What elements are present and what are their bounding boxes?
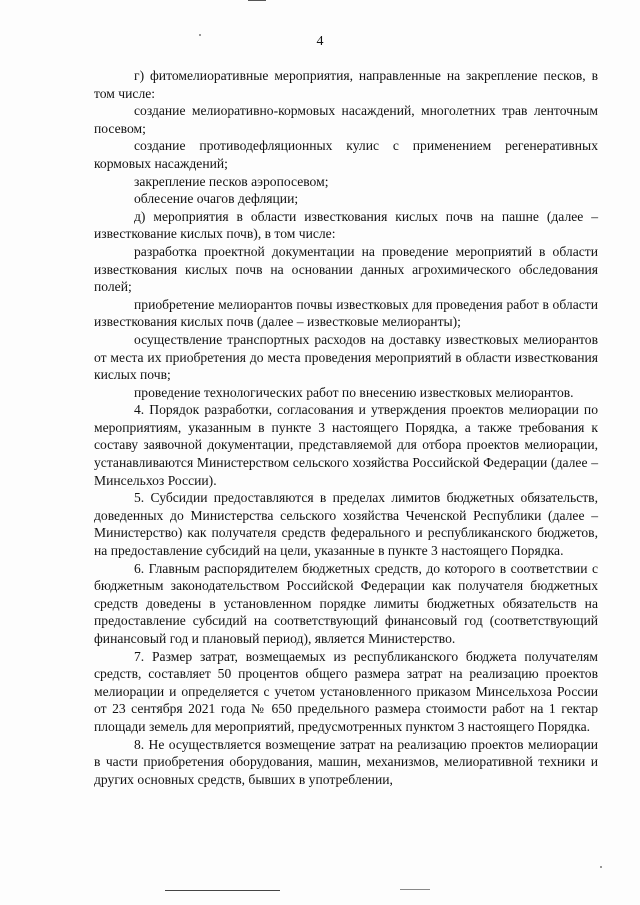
paragraph: д) мероприятия в области известкования кислых почв на пашне (далее – известкование кислых почв), в том числе: xyxy=(94,208,598,242)
paragraph: создание мелиоративно-кормовых насаждений, многолетних трав ленточным посевом; xyxy=(94,103,598,136)
document-body xyxy=(94,67,598,788)
paragraph: 6. Главным распорядителем бюджетных средств, до которого в соответствии с бюджетным законодательством Российской Федерации как получателя бюджетных средств доведены в установленном порядке лимиты бюджетных обязательств на предоставление субсидий на соответствующий финансовый год (соответствующий финансовый год и плановый период), является Министерство. xyxy=(94,560,598,646)
paragraph: приобретение мелиорантов почвы известковых для проведения работ в области известкования кислых почв (далее – известковые мелиоранты); xyxy=(94,296,598,330)
scan-speck xyxy=(600,866,602,868)
paragraph: закрепление песков аэропосевом; xyxy=(134,173,329,189)
page-number: 4 xyxy=(316,34,324,49)
paragraph: разработка проектной документации на проведение мероприятий в области известкования кислых почв на основании данных агрохимического обследования полей; xyxy=(94,243,598,295)
paragraph: проведение технологических работ по внесению известковых мелиорантов. xyxy=(134,384,574,400)
paragraph: г) фитомелиоративные мероприятия, направленные на закрепление песков, в том числе: xyxy=(94,68,598,101)
scan-mark xyxy=(248,0,266,4)
scan-line xyxy=(165,890,280,891)
scan-line xyxy=(400,889,430,890)
paragraph: 5. Субсидии предоставляются в пределах лимитов бюджетных обязательств, доведенных до Министерства сельского хозяйства Чеченской Республики (далее – Министерство) как получателя средств федерального и республиканского бюджетов, на предоставление субсидий на цели, указанные в пункте 3 настоящего Порядка. xyxy=(94,490,598,559)
paragraph: облесение очагов дефляции; xyxy=(134,191,299,207)
paragraph: 8. Не осуществляется возмещение затрат на реализацию проектов мелиорации в части приобретения оборудования, машин, механизмов, мелиоративной техники и других основных средств, бывших в употреблении, xyxy=(94,736,598,787)
paragraph: создание противодефляционных кулис с применением регенеративных кормовых насаждений; xyxy=(94,138,598,171)
paragraph: 4. Порядок разработки, согласования и утверждения проектов мелиорации по мероприятиям, указанным в пункте 3 настоящего Порядка, а также требования к составу заявочной документации, представляемой для отбора проектов мелиорации, устанавливаются Министерством сельского хозяйства Российской Федерации (далее – Минсельхоз России). xyxy=(94,402,598,488)
paragraph: осуществление транспортных расходов на доставку известковых мелиорантов от места их приобретения до места проведения мероприятий в области известкования кислых почв; xyxy=(94,331,598,383)
paragraph: 7. Размер затрат, возмещаемых из республиканского бюджета получателям средств, составляет 50 процентов общего размера затрат на реализацию проектов мелиорации и определяется с учетом установленного приказом Минсельхоза России от 23 сентября 2021 года № 650 предельного размера стоимости работ на 1 гектар площади земель для мероприятий, предусмотренных пунктом 3 настоящего Порядка. xyxy=(94,648,598,734)
